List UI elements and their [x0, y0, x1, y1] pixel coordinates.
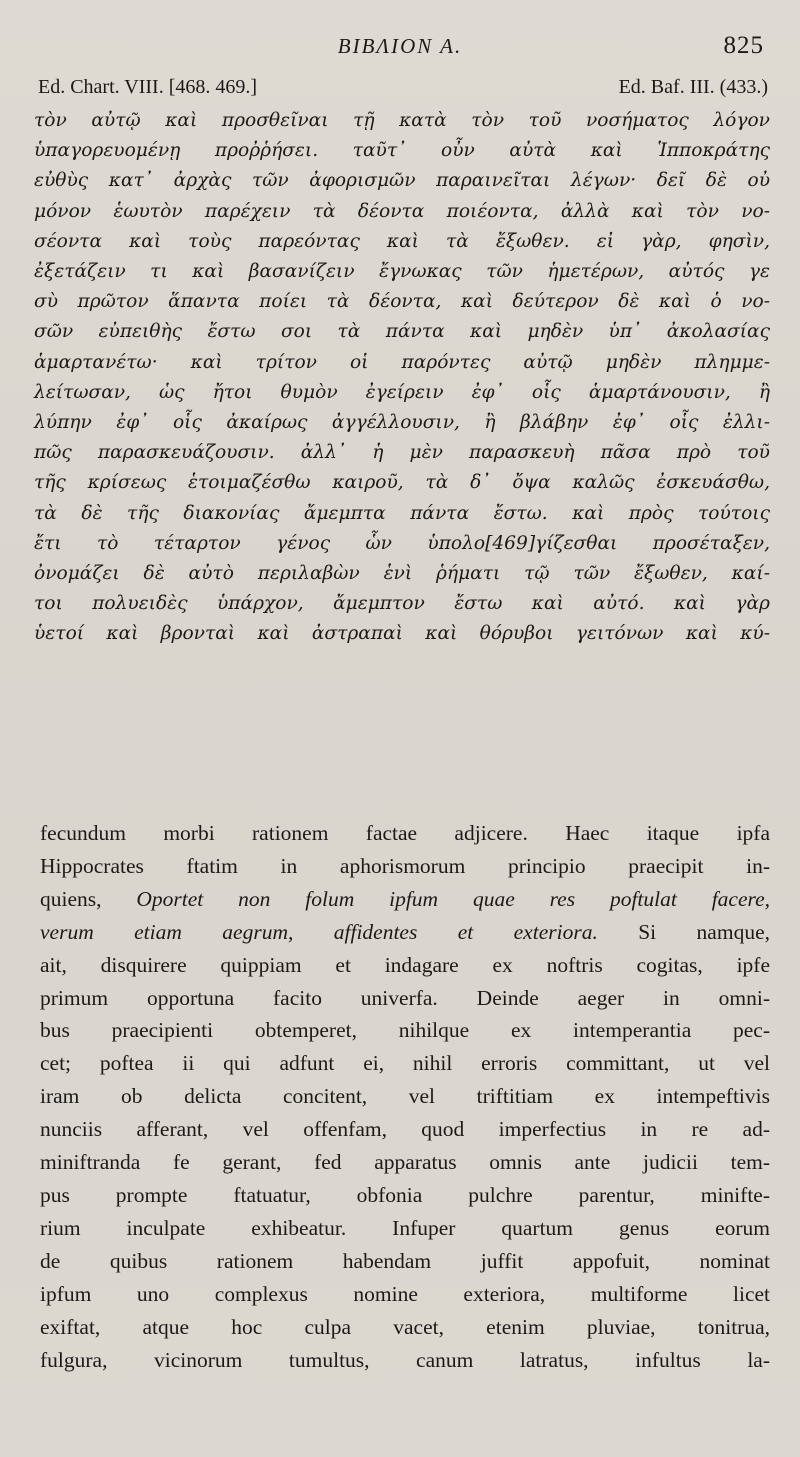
latin-line: iram ob delicta concitent, vel triftitiam ex intempeftivis — [40, 1084, 770, 1109]
latin-line: nunciis afferant, vel offenfam, quod imperfectius in re ad- — [40, 1117, 770, 1142]
running-head: BIBΛΙΟΝ Α. — [337, 34, 463, 58]
latin-line-text: quiens, — [40, 886, 137, 911]
greek-line: τοι πολυειδὲς ὑπάρχον, ἄμεμπτον ἔστω καὶ αὐτό. καὶ γὰρ — [34, 593, 770, 615]
greek-line: τὸν αὐτῷ καὶ προσθεῖναι τῇ κατὰ τὸν τοῦ νοσήματος λόγον — [34, 110, 770, 131]
latin-line: exiftat, atque hoc culpa vacet, etenim pluviae, tonitrua, — [40, 1314, 770, 1339]
greek-line: ἔτι τὸ τέταρτον γένος ὧν ὑπολο[469]γίζεσθαι προσέταξεν, — [34, 532, 770, 554]
greek-line: σὺ πρῶτον ἅπαντα ποίει τὰ δέοντα, καὶ δεύτερον δὲ καὶ ὁ νο- — [34, 291, 770, 313]
greek-line: σέοντα καὶ τοὺς παρεόντας καὶ τὰ ἔξωθεν. εἰ γὰρ, φησὶν, — [34, 230, 770, 252]
greek-line: εὐθὺς κατ᾽ ἀρχὰς τῶν ἀφορισμῶν παραινεῖται λέγων· δεῖ δὲ οὐ — [34, 170, 770, 192]
latin-line: bus praecipienti obtemperet, nihilque ex intemperantia pec- — [40, 1018, 770, 1043]
latin-text-block — [40, 817, 770, 1376]
greek-line: ἐξετάζειν τι καὶ βασανίζειν ἔγνωκας τῶν ἡμετέρων, αὐτός γε — [34, 261, 770, 283]
latin-line: de quibus rationem habendam juffit appofuit, nominat — [40, 1248, 770, 1273]
greek-text-block — [34, 106, 770, 650]
latin-line — [40, 883, 770, 916]
greek-line: σῶν εὐπειθὴς ἔστω σοι τὰ πάντα καὶ μηδὲν ὑπ᾽ ἀκολασίας — [34, 321, 770, 343]
chartier-edition-ref: Ed. Chart. VIII. [468. 469.] — [38, 76, 258, 98]
latin-line: fecundum morbi rationem factae adjicere. Haec itaque ipfa — [40, 821, 770, 845]
greek-line: ἁμαρτανέτω· καὶ τρίτον οἱ παρόντες αὐτῷ μηδὲν πλημμε- — [34, 351, 770, 373]
page-number: 825 — [723, 32, 764, 59]
greek-line: τὰ δὲ τῆς διακονίας ἄμεμπτα πάντα ἔστω. καὶ πρὸς τούτοις — [34, 502, 770, 524]
basel-edition-ref: Ed. Baf. III. (433.) — [618, 76, 768, 98]
latin-line: ait, disquirere quippiam et indagare ex noftris cogitas, ipfe — [40, 952, 770, 977]
greek-line: λείτωσαν, ὡς ἤτοι θυμὸν ἐγείρειν ἐφ᾽ οἷς ἁμαρτάνουσιν, ἢ — [34, 381, 770, 403]
latin-line: primum opportuna facito univerfa. Deinde aeger in omni- — [40, 985, 770, 1010]
greek-line: ὑπαγορευομένῃ προῤῥήσει. ταῦτ᾽ οὖν αὐτὰ καὶ Ἱπποκράτης — [34, 140, 770, 162]
latin-line: ipfum uno complexus nomine exteriora, multiforme licet — [40, 1281, 770, 1306]
latin-line: miniftranda fe gerant, fed apparatus omnis ante judicii tem- — [40, 1150, 770, 1175]
latin-line: cet; poftea ii qui adfunt ei, nihil erroris committant, ut vel — [40, 1051, 770, 1076]
latin-line: rium inculpate exhibeatur. Infuper quartum genus eorum — [40, 1215, 770, 1240]
greek-line: ὀνομάζει δὲ αὐτὸ περιλαβὼν ἑνὶ ῥήματι τῷ τῶν ἔξωθεν, καί- — [34, 563, 770, 585]
greek-line: ὑετοί καὶ βρονταὶ καὶ ἀστραπαὶ καὶ θόρυβοι γειτόνων καὶ κύ- — [34, 623, 770, 645]
greek-line: τῆς κρίσεως ἑτοιμαζέσθω καιροῦ, τὰ δ᾽ ὄψα καλῶς ἐσκευάσθω, — [34, 472, 770, 494]
greek-line: μόνον ἑωυτὸν παρέχειν τὰ δέοντα ποιέοντα, ἀλλὰ καὶ τὸν νο- — [34, 200, 770, 222]
greek-line: πῶς παρασκευάζουσιν. ἀλλ᾽ ἡ μὲν παρασκευὴ πᾶσα πρὸ τοῦ — [34, 442, 770, 464]
hippocrates-quotation: verum etiam aegrum, affidentes et exteriora. — [40, 919, 598, 944]
latin-line — [40, 916, 770, 949]
latin-line: fulgura, vicinorum tumultus, canum latratus, infultus la- — [40, 1347, 770, 1372]
greek-line: λύπην ἐφ᾽ οἷς ἀκαίρως ἀγγέλλουσιν, ἢ βλάβην ἐφ᾽ οἷς ἐλλι- — [34, 412, 770, 434]
latin-line-text: Si namque, — [597, 919, 770, 944]
latin-line: pus prompte ftatuatur, obfonia pulchre parentur, minifte- — [40, 1182, 770, 1207]
edition-reference-line — [38, 76, 768, 99]
hippocrates-quotation: Oportet non folum ipfum quae res poftulat facere, — [136, 886, 771, 911]
latin-line: Hippocrates ftatim in aphorismorum principio praecipit in- — [40, 853, 770, 878]
